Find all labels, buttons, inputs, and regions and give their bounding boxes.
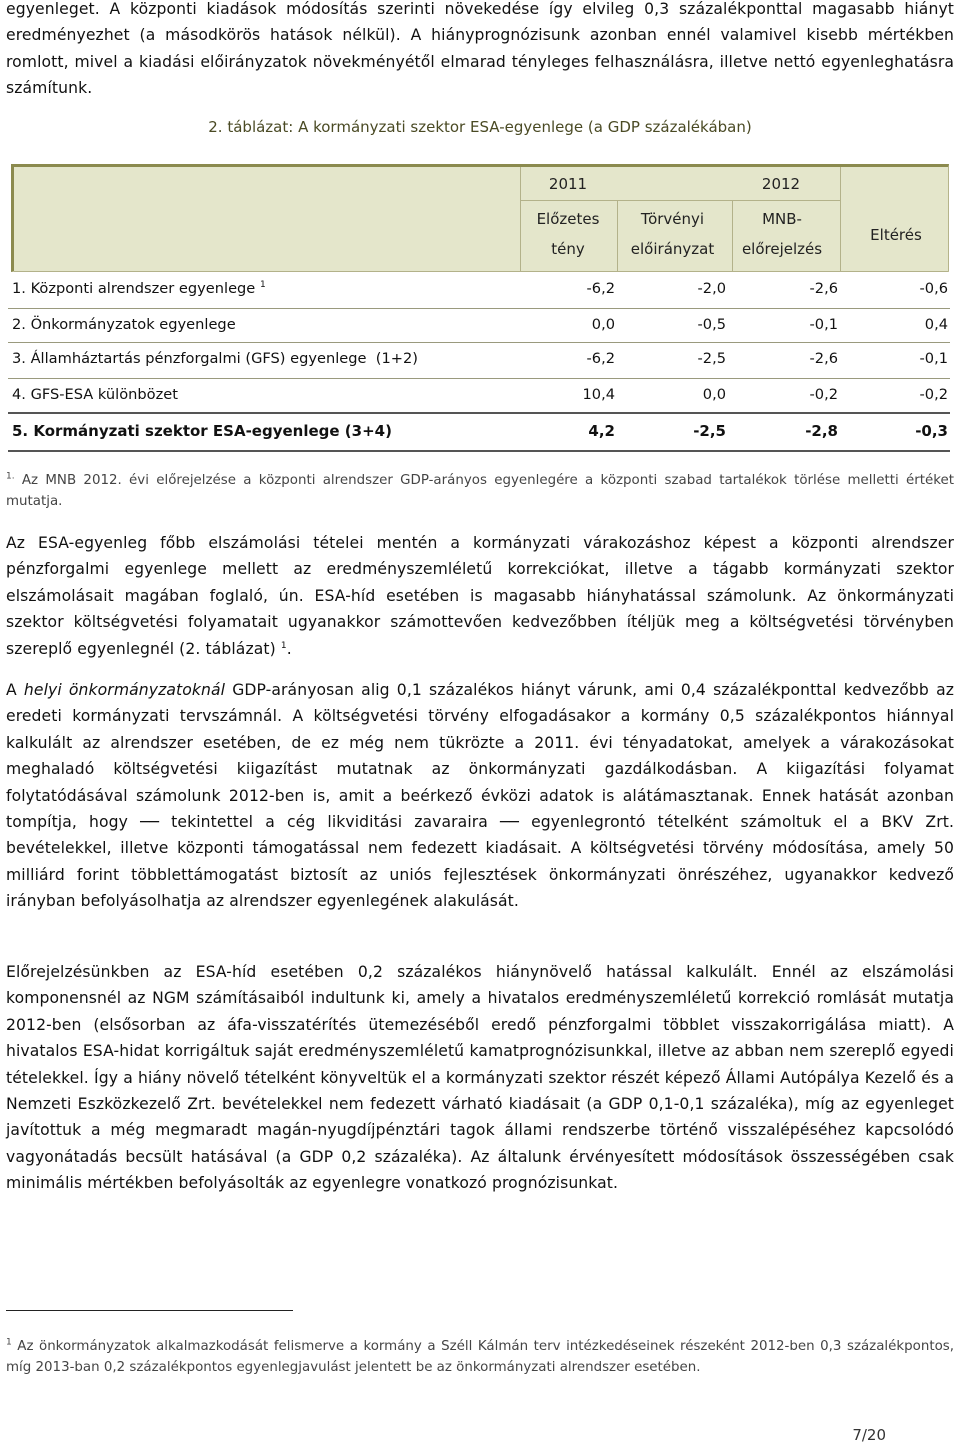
cell-mnb-elorejelzes: -2,6 <box>809 280 838 297</box>
row-label: 5. Kormányzati szektor ESA-egyenlege (3+4) <box>12 422 392 440</box>
cell-elteres: -0,6 <box>919 280 948 297</box>
cell-elozetes-teny: 4,2 <box>588 422 615 440</box>
row-label: 4. GFS-ESA különbözet <box>12 386 178 403</box>
header-torvenyi: Törvényi <box>640 210 705 228</box>
table-row <box>0 308 960 342</box>
paragraph-esa <box>6 530 954 662</box>
footnote <box>6 1336 954 1378</box>
header-year-2011: 2011 <box>548 175 588 193</box>
paragraph-esa-text: Az ESA-egyenleg főbb elszámolási tételei mentén a kormányzati várakozáshoz képest a központi alrendszer pénzforgalmi egyenlege mellett az eredményszemléletű korrekciókat, illetve a tágabb kormányzati szektor elszámolásait magában foglaló, ún. ESA-híd esetében is magasabb hiányhatással számolunk. Az önkormányzati szektor költségvetési folyamatait ugyanakkor számottevően kedvezőbben ítéljük meg a költségvetési törvényben szereplő egyenlegnél (2. táblázat) <box>6 534 954 658</box>
cell-mnb-elorejelzes: -2,8 <box>805 422 838 440</box>
row-label: 3. Államháztartás pénzforgalmi (GFS) egyenlege (1+2) <box>12 350 418 367</box>
row-footnote-ref: 1 <box>259 280 266 291</box>
header-elozetes: Előzetes <box>536 210 600 228</box>
paragraph-italic: helyi önkormányzatoknál <box>23 681 226 699</box>
table-caption: 2. táblázat: A kormányzati szektor ESA-egyenlege (a GDP százalékában) <box>208 118 752 136</box>
cell-torvenyi-eloiranyzat: -0,5 <box>697 316 726 333</box>
page-number: 7/20 <box>852 1426 886 1444</box>
paragraph-esa-hid: Előrejelzésünkben az ESA-híd esetében 0,2 százalékos hiánynövelő hatással kalkulált. Ennél az elszámolási komponensnél az NGM számításaiból indultunk ki, amely a hivatalos eredményszemléletű korrekció romlását mutatja 2012-ben (elsősorban az áfa-visszatérítés ütemezéséből eredő pénzforgalmi többlet visszakorrigálása miatt). A hivatalos ESA-hidat korrigáltuk saját eredményszemléletű kamatprognózisunkkal, illetve az abban nem szereplő egyedi tételekkel. Így a hiány növelő tételként könyveltük el a kormányzati szektor részét képező Állami Autópálya Kezelő és a Nemzeti Eszközkezelő Zrt. bevételekkel nem fedezett várható kiadásait (a GDP 0,1-0,1 százaléka), míg az egyenleget javítottuk a még megmaradt magán-nyugdíjpénztári tagok állami rendszerbe történő visszalépéséhez kapcsolódó vagyonátadás becsült hatásával (a GDP 0,2 százaléka). Az általunk érvényesített módosítások összességében csak minimális mértékben befolyásolták az egyenlegre vonatkozó prognózisunkat. <box>6 963 954 1193</box>
footnote-divider <box>6 1310 293 1311</box>
footnote-text: Az önkormányzatok alkalmazkodását felismerve a kormány a Széll Kálmán terv intézkedéseinek részeként 2012-ben 0,3 százalékpontos, míg 2013-ban 0,2 százalékpontos egyenlegjavulást jelentett be az önkormányzati alrendszer esetében. <box>6 1339 954 1375</box>
cell-torvenyi-eloiranyzat: 0,0 <box>702 386 726 403</box>
table-row <box>0 342 960 376</box>
paragraph-esa-end: . <box>286 639 292 658</box>
cell-mnb-elorejelzes: -2,6 <box>809 350 838 367</box>
table-note-marker: 1. <box>6 471 15 482</box>
intro-paragraph: egyenleget. A központi kiadások módosítás szerinti növekedése így elvileg 0,3 százalékponttal magasabb hiányt eredményezhet (a másodkörös hatások nélkül). A hiányprognózisunk azonban ennél valamivel kisebb mértékben romlott, mivel a kiadási előirányzatok növekményétől elmarad tényleges felhasználásra, illetve nettó egyenleghatásra számítunk. <box>6 0 954 98</box>
header-year-2012: 2012 <box>761 175 801 193</box>
header-eloiranyzat: előirányzat <box>630 240 715 258</box>
cell-torvenyi-eloiranyzat: -2,5 <box>697 350 726 367</box>
paragraph-onkormanyzat <box>6 677 954 915</box>
table-note-text: Az MNB 2012. évi előrejelzése a központi alrendszer GDP-arányos egyenlegére a központi szabad tartalékok törlése melletti értéket mutatja. <box>6 473 954 509</box>
paragraph-lead: A <box>6 681 24 699</box>
header-mnb: MNB- <box>762 210 802 228</box>
cell-torvenyi-eloiranyzat: -2,5 <box>693 422 726 440</box>
header-elteres: Eltérés <box>870 226 922 244</box>
cell-elteres: 0,4 <box>924 316 948 333</box>
cell-mnb-elorejelzes: -0,2 <box>809 386 838 403</box>
paragraph-onkormanyzat-text: GDP-arányosan alig 0,1 százalékos hiányt várunk, ami 0,4 százalékponttal kedvezőbb az eredeti kormányzati tervszámnál. A költségvetési törvény elfogadásakor a kormány 0,5 százalékpontos hiánnyal kalkulált az alrendszer esetében, de ez még nem tükrözte a 2011. évi tényadatokat, amelyek a várakozásokat meghaladó költségvetési kiigazítást mutatnak az önkormányzati gazdálkodásban. A kiigazítási folyamat folytatódásával számolunk 2012-ben is, amit a beérkező évközi adatok is alátámasztanak. Ennek hatását azonban tompítja, hogy ── tekintettel a cég likviditási zavaraira ── egyenlegrontó tételként számoltuk el a BKV Zrt. bevételekkel, illetve központi támogatással nem fedezett kiadásait. A költségvetési törvény módosítása, amely 50 milliárd forint többlettámogatást biztosít az uniós fejlesztések önkormányzati önrészéhez, ugyanakkor kedvező irányban befolyásolhatja az alrendszer egyenlegének alakulását. <box>6 681 955 911</box>
row-label: 2. Önkormányzatok egyenlege <box>12 316 236 333</box>
footnote-marker: 1 <box>6 1337 12 1348</box>
cell-elteres: -0,2 <box>919 386 948 403</box>
table-row <box>0 378 960 412</box>
header-teny: tény <box>551 240 585 258</box>
cell-mnb-elorejelzes: -0,1 <box>809 316 838 333</box>
row-label: 1. Központi alrendszer egyenlege <box>12 280 256 297</box>
footnote-ref: 1 <box>280 640 287 651</box>
cell-torvenyi-eloiranyzat: -2,0 <box>697 280 726 297</box>
cell-elteres: -0,1 <box>919 350 948 367</box>
cell-elozetes-teny: 0,0 <box>591 316 615 333</box>
cell-elozetes-teny: 10,4 <box>582 386 615 403</box>
table-row-total <box>0 414 960 448</box>
cell-elozetes-teny: -6,2 <box>586 350 615 367</box>
header-elorejelzes: előrejelzés <box>741 240 823 258</box>
table-row <box>0 272 960 306</box>
table-note <box>6 470 954 512</box>
cell-elteres: -0,3 <box>915 422 948 440</box>
cell-elozetes-teny: -6,2 <box>586 280 615 297</box>
